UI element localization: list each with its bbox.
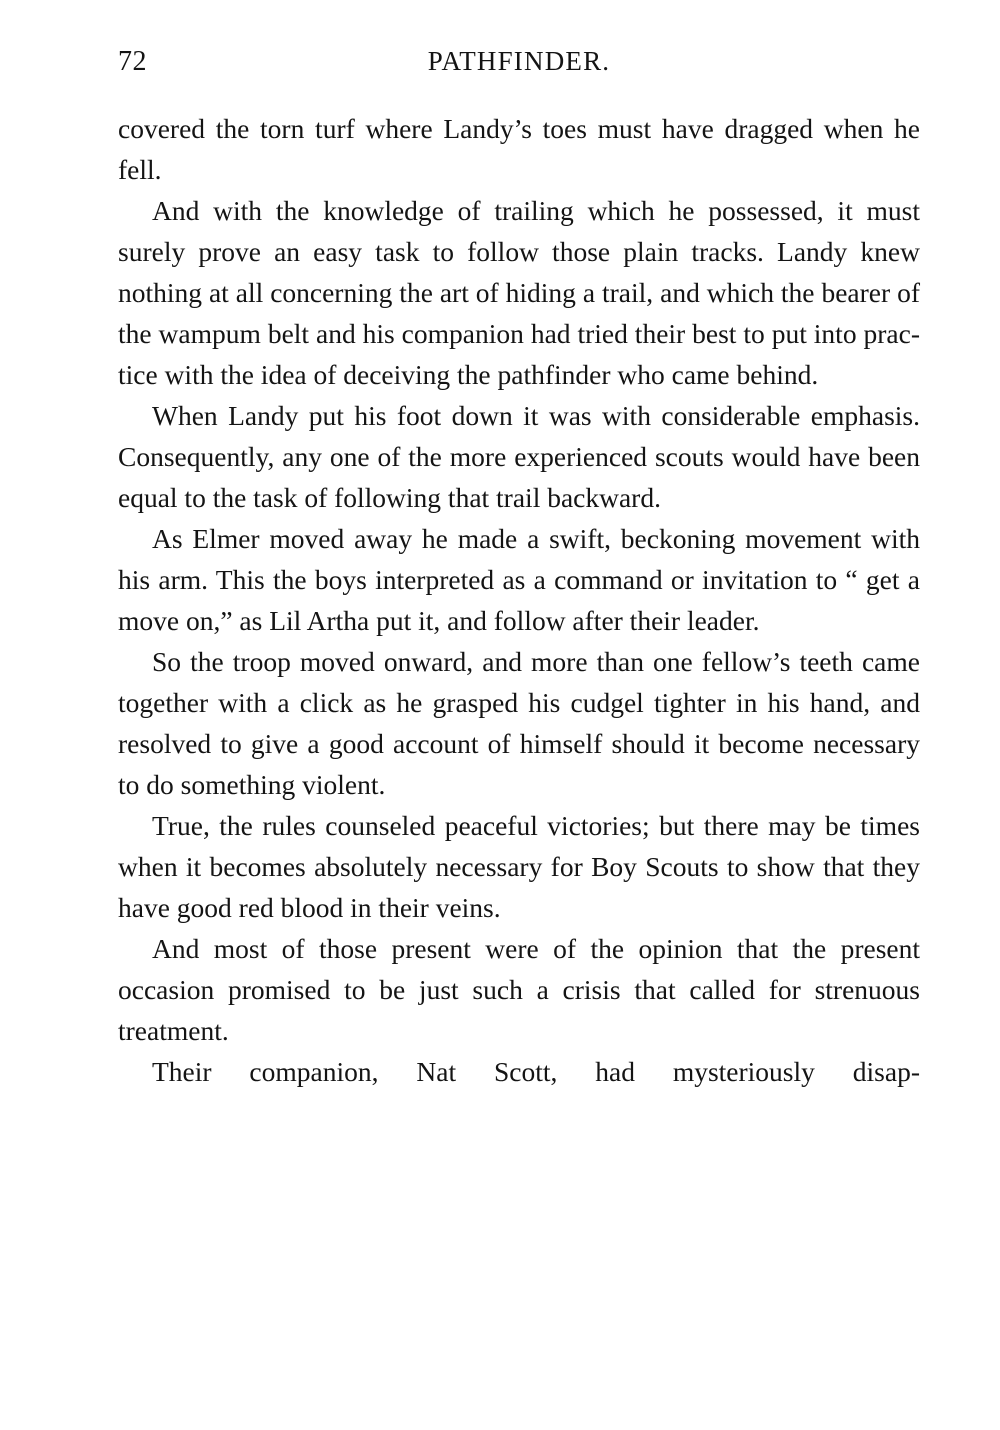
paragraph: True, the rules counseled peaceful victories; but there may be times when it becomes absolutely necessary for Boy Scouts to show that they have good red blood in their veins.: [118, 810, 920, 923]
paragraph: Their companion, Nat Scott, had mysteriously disap-: [152, 1056, 920, 1087]
page-header: [118, 46, 920, 86]
paragraph: When Landy put his foot down it was with considerable emphasis. Consequently, any one of the more experienced scouts would have been equal to the task of following that trail backward.: [118, 400, 920, 513]
page-number: 72: [118, 46, 147, 77]
body-text: [118, 108, 920, 1092]
running-head: PATHFINDER.: [427, 46, 611, 76]
paragraph: As Elmer moved away he made a swift, beckoning movement with his arm. This the boys interpreted as a command or invitation to “ get a move on,” as Lil Artha put it, and follow after their leader.: [118, 523, 920, 636]
paragraph: And most of those present were of the opinion that the present occasion promised to be just such a crisis that called for strenuous treatment.: [118, 933, 920, 1046]
paragraph: covered the torn turf where Landy’s toes must have dragged when he fell.: [118, 113, 920, 185]
paragraph: So the troop moved onward, and more than one fellow’s teeth came together with a click as he grasped his cudgel tighter in his hand, and resolved to give a good account of himself should it become necessary to do something violent.: [118, 646, 920, 800]
paragraph: And with the knowledge of trailing which he possessed, it must surely prove an easy task to follow those plain tracks. Landy knew nothing at all concerning the art of hiding a trail, and which the bearer of the wampum belt and his companion had tried their best to put into practice with the idea of deceiving the pathfinder who came behind.: [118, 195, 920, 390]
